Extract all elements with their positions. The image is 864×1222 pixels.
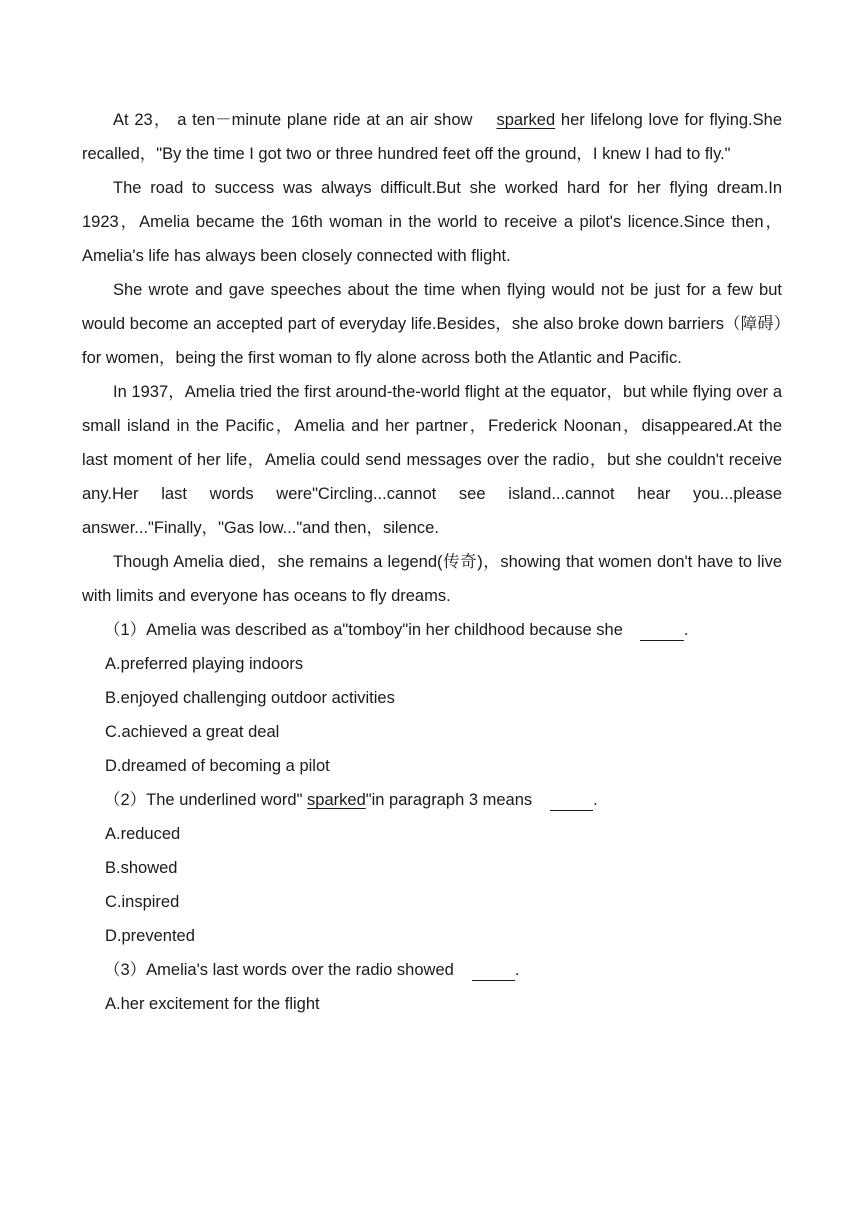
question-2-underlined-word: sparked — [307, 791, 366, 809]
question-2-stem-after: "in paragraph 3 means — [365, 791, 533, 809]
question-1-period: . — [683, 621, 689, 639]
question-3-option-a: A.her excitement for the flight — [105, 995, 320, 1013]
question-1-option-b: B.enjoyed challenging outdoor activities — [105, 689, 395, 707]
answer-blank-1[interactable] — [640, 620, 684, 641]
document-body — [82, 103, 782, 1021]
paragraph-5: Though Amelia died，she remains a legend(传奇)，showing that women don't have to live with limits and everyone has oceans to fly dreams. — [82, 553, 782, 605]
paragraph-1-text-before: At 23， a ten－minute plane ride at an air show — [113, 111, 473, 129]
question-2-option-a: A.reduced — [105, 825, 181, 843]
question-1-option-a: A.preferred playing indoors — [105, 655, 304, 673]
paragraph-1-text-after: her lifelong love for flying.She recalled，"By the time I got two or three hundred feet off the ground，I knew I had to fly." — [82, 111, 782, 163]
answer-blank-2[interactable] — [550, 790, 593, 811]
question-3 — [82, 953, 782, 987]
question-2-period: . — [593, 791, 598, 809]
question-3-stem: （3）Amelia's last words over the radio showed — [104, 961, 454, 979]
question-2-option-d: D.prevented — [105, 927, 195, 945]
question-2-option-b: B.showed — [105, 859, 178, 877]
question-1-option-c: C.achieved a great deal — [105, 723, 280, 741]
question-3-period: . — [514, 961, 520, 979]
answer-blank-3[interactable] — [472, 960, 515, 981]
paragraph-2: The road to success was always difficult.But she worked hard for her flying dream.In 1923，Amelia became the 16th woman in the world to receive a pilot's licence.Since then，Amelia's life has always been closely connected with flight. — [82, 179, 782, 265]
underlined-word-sparked: sparked — [496, 111, 556, 129]
question-2 — [82, 783, 782, 817]
paragraph-3: She wrote and gave speeches about the time when flying would not be just for a few but would become an accepted part of everyday life.Besides，she also broke down barriers（障碍）for women，being the first woman to fly alone across both the Atlantic and Pacific. — [82, 281, 782, 367]
question-2-option-c: C.inspired — [105, 893, 180, 911]
paragraph-4: In 1937，Amelia tried the first around-the-world flight at the equator，but while flying over a small island in the Pacific，Amelia and her partner，Frederick Noonan，disappeared.At the last moment of her life，Amelia could send messages over the radio，but she couldn't receive any.Her last words were"Circling...cannot see island...cannot hear you...please answer..."Finally，"Gas low..."and then，silence. — [82, 383, 782, 537]
question-2-stem-before: （2）The underlined word" — [104, 791, 308, 809]
question-1-option-d: D.dreamed of becoming a pilot — [105, 757, 330, 775]
question-1-stem: （1）Amelia was described as a"tomboy"in her childhood because she — [104, 621, 623, 639]
question-1 — [82, 613, 782, 647]
paragraph-1 — [82, 103, 782, 171]
